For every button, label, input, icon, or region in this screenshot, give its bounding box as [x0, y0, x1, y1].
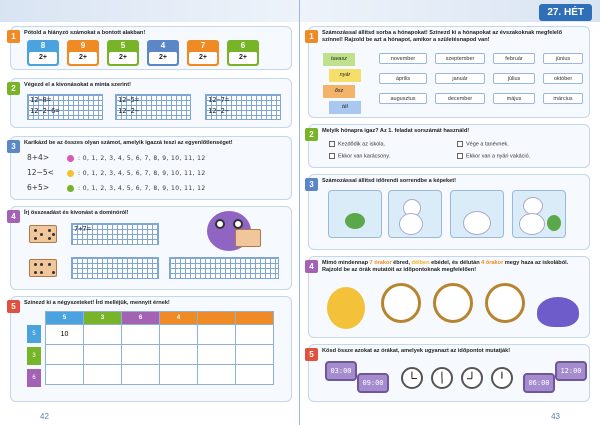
checkbox-item[interactable]: Kezdődik az iskola. [329, 141, 385, 147]
month-box[interactable]: november [379, 53, 427, 64]
row-label: 3 [27, 347, 41, 365]
season-label: nyár [329, 69, 361, 82]
row-label: 6 [27, 369, 41, 387]
exercise-1 [308, 26, 590, 118]
answer-field[interactable]: 2+ [149, 52, 177, 64]
month-box[interactable]: április [379, 73, 427, 84]
exercise-number: 3 [305, 178, 318, 191]
analog-clock[interactable] [461, 367, 483, 389]
table-cell[interactable] [160, 345, 198, 365]
number-cards [27, 40, 259, 66]
table-cell[interactable] [198, 325, 236, 345]
exercise-1 [10, 26, 292, 70]
table-cell[interactable] [84, 365, 122, 385]
checkbox[interactable] [457, 153, 463, 159]
grid-box[interactable] [71, 223, 159, 245]
column-header: 5 [46, 312, 84, 325]
exercise-number: 1 [305, 30, 318, 43]
number-card: 6 2+ [227, 40, 259, 66]
table-cell[interactable] [84, 325, 122, 345]
month-box[interactable]: július [493, 73, 535, 84]
analog-clock[interactable] [485, 283, 525, 323]
answer-field[interactable]: 2+ [109, 52, 137, 64]
exercise-title: Karikázd be az összes olyan számot, amelyik igazzá teszi az egyenlőtlenséget! [24, 140, 233, 146]
answer-field[interactable]: 2+ [69, 52, 97, 64]
exercise-number: 4 [7, 210, 20, 223]
month-box[interactable]: szeptember [435, 53, 485, 64]
analog-clock[interactable] [401, 367, 423, 389]
table-cell[interactable] [236, 345, 274, 365]
column-header [236, 312, 274, 325]
table-cell[interactable] [236, 365, 274, 385]
grid-line: 12−2−6= [30, 107, 60, 115]
snowman-picture [450, 190, 504, 238]
exercise-2 [308, 124, 590, 168]
domino-tile [235, 229, 261, 247]
inequality-expression: 12−5< [27, 168, 54, 177]
grid-box[interactable] [71, 257, 159, 279]
table-cell[interactable] [46, 325, 84, 345]
monster-eye [233, 219, 243, 229]
grid-line: 12−2− [208, 107, 230, 115]
table-cell[interactable] [198, 345, 236, 365]
column-header [198, 312, 236, 325]
grid-line: 7+7= [74, 225, 91, 233]
number-card: 7 2+ [187, 40, 219, 66]
answer-field[interactable]: 2+ [29, 52, 57, 64]
answer-field[interactable]: 2+ [189, 52, 217, 64]
exercise-title: Számozással állítsd sorba a hónapokat! Színezd ki a hónapokat az évszakoknak megfelelő színnel! Rajzold be azt a hónapot, amikor a születésnapod van! [322, 30, 562, 43]
grid-box[interactable] [205, 94, 281, 120]
week-badge: 27. HÉT [539, 4, 592, 21]
checkbox[interactable] [329, 153, 335, 159]
inequality-row [27, 168, 206, 177]
table-cell[interactable] [198, 365, 236, 385]
cell-value: 10 [60, 331, 69, 338]
grid-line: 12−8= [30, 96, 52, 104]
number-list[interactable]: : 0, 1, 2, 3, 4, 5, 6, 7, 8, 9, 10, 11, 12 [78, 155, 206, 162]
month-box[interactable]: február [493, 53, 535, 64]
column-header: 4 [160, 312, 198, 325]
checkbox-item[interactable]: Ekkor van a nyári vakáció. [457, 153, 530, 159]
digital-clock[interactable]: 03:00 [325, 361, 357, 381]
grid-box[interactable] [169, 257, 279, 279]
month-box[interactable]: október [543, 73, 583, 84]
number-card: 8 2+ [27, 40, 59, 66]
exercise-5 [308, 344, 590, 402]
exercise-number: 2 [7, 82, 20, 95]
exercise-title: Pótold a hiányzó számokat a bontott alakban! [24, 30, 146, 36]
exercise-title: Kösd össze azokat az órákat, amelyek ugyanazt az időpontot mutatják! [322, 348, 511, 354]
table-cell[interactable] [236, 325, 274, 345]
exercise-number: 5 [7, 300, 20, 313]
grid-box[interactable] [27, 94, 103, 120]
table-cell[interactable] [122, 345, 160, 365]
grid-box[interactable] [115, 94, 191, 120]
season-label: tavasz [323, 53, 355, 66]
domino-tile [29, 225, 57, 243]
exercise-number: 1 [7, 30, 20, 43]
grid-line: 12−5= [118, 96, 140, 104]
page-number: 42 [40, 412, 49, 421]
color-dot [67, 185, 74, 192]
table-cell[interactable] [84, 345, 122, 365]
inequality-expression: 8+4> [27, 153, 50, 162]
checkbox-item[interactable]: Ekkor van karácsony. [329, 153, 390, 159]
month-box[interactable]: május [493, 93, 535, 104]
snowman-picture [328, 190, 382, 238]
color-dot [67, 155, 74, 162]
month-box[interactable]: január [435, 73, 485, 84]
monster-eye [215, 219, 225, 229]
season-label: ősz [323, 85, 355, 98]
exercise-4 [10, 206, 292, 290]
number-list[interactable]: : 0, 1, 2, 3, 4, 5, 6, 7, 8, 9, 10, 11, 12 [78, 170, 206, 177]
table-cell[interactable] [160, 325, 198, 345]
month-box[interactable]: március [543, 93, 583, 104]
exercise-number: 4 [305, 260, 318, 273]
monster-illustration [327, 287, 365, 329]
grid-line: 12−7= [208, 96, 230, 104]
exercise-title: Mimó mindennap 7 órakor ébred, délben ebédel, és délután 4 órakor megy haza az iskolából. Rajzold be az órák mutatóit az időpontoknak megfelelően! [322, 260, 569, 273]
digital-clock[interactable]: 06:00 [523, 373, 555, 393]
right-page [300, 0, 600, 425]
table-cell[interactable] [122, 365, 160, 385]
exercise-title: Színezd ki a négyszeteket! Írd melléjük, mennyit érnek! [24, 300, 170, 306]
analog-clock[interactable] [433, 283, 473, 323]
checkbox[interactable] [329, 141, 335, 147]
table-cell[interactable] [46, 345, 84, 365]
exercise-title: Melyik hónapra igaz? Az 1. feladat sorszámát használd! [322, 128, 470, 134]
analog-clock[interactable] [491, 367, 513, 389]
row-label: 5 [27, 325, 41, 343]
domino-tile [29, 259, 57, 277]
column-header: 3 [84, 312, 122, 325]
grid-line: 12−2− [118, 107, 140, 115]
snowman-picture [512, 190, 566, 238]
number-list[interactable]: : 0, 1, 2, 3, 4, 5, 6, 7, 8, 9, 10, 11, 12 [78, 185, 206, 192]
monster-illustration [537, 297, 579, 327]
page-number: 43 [551, 412, 560, 421]
exercise-title: Írj összeadást és kivonást a dominóról! [24, 210, 129, 216]
exercise-title: Végezd el a kivonásokat a minta szerint! [24, 82, 131, 88]
digital-clock[interactable]: 09:00 [357, 373, 389, 393]
checkbox[interactable] [457, 141, 463, 147]
inequality-row [27, 153, 206, 162]
number-card: 4 2+ [147, 40, 179, 66]
checkbox-item[interactable]: Vége a tanévnek. [457, 141, 509, 147]
snowman-picture [388, 190, 442, 238]
page-header-band [0, 0, 300, 22]
color-dot [67, 170, 74, 177]
month-box[interactable]: augusztus [379, 93, 427, 104]
exercise-number: 2 [305, 128, 318, 141]
number-card: 5 2+ [107, 40, 139, 66]
exercise-number: 3 [7, 140, 20, 153]
inequality-row [27, 183, 206, 192]
analog-clock[interactable] [381, 283, 421, 323]
table-cell[interactable] [46, 365, 84, 385]
exercise-4 [308, 256, 590, 338]
analog-clock[interactable] [431, 367, 453, 389]
inequality-expression: 6+5> [27, 183, 50, 192]
column-header: 6 [122, 312, 160, 325]
exercise-2 [10, 78, 292, 128]
number-card: 9 2+ [67, 40, 99, 66]
exercise-number: 5 [305, 348, 318, 361]
season-label: tél [329, 101, 361, 114]
exercise-3 [10, 136, 292, 200]
month-box[interactable]: június [543, 53, 583, 64]
digital-clock[interactable]: 12:00 [555, 361, 587, 381]
month-box[interactable]: december [435, 93, 485, 104]
shape-table [45, 311, 274, 385]
exercise-title: Számozással állítsd időrendi sorrendbe a képeket! [322, 178, 456, 184]
exercise-5 [10, 296, 292, 402]
table-cell[interactable] [160, 365, 198, 385]
answer-field[interactable]: 2+ [229, 52, 257, 64]
table-cell[interactable] [122, 325, 160, 345]
